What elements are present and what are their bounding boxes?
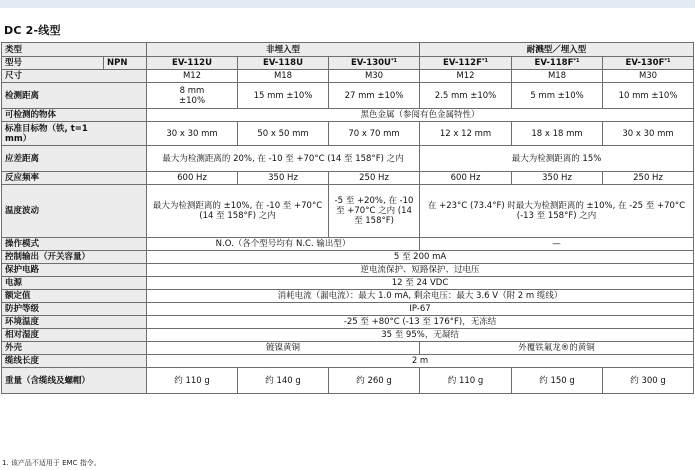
npn-label: NPN — [104, 57, 147, 70]
distance-value: 2.5 mm ±10% — [420, 83, 512, 109]
weight-value: 约 140 g — [238, 368, 329, 394]
temp-drift-label: 温度波动 — [2, 185, 147, 238]
row-distance — [2, 83, 694, 109]
distance-value: 27 mm ±10% — [329, 83, 420, 109]
row-type — [2, 43, 694, 57]
frequency-value: 600 Hz — [147, 172, 238, 185]
row-mode — [2, 238, 694, 251]
row-temp-drift — [2, 185, 694, 238]
row-housing — [2, 342, 694, 355]
mode-nonflush-value: — — [420, 238, 694, 251]
top-banner-bar — [0, 0, 695, 8]
control-output-value: 5 至 200 mA — [147, 251, 694, 264]
row-enclosure — [2, 303, 694, 316]
type-label: 类型 — [2, 43, 147, 57]
weight-value: 约 110 g — [420, 368, 512, 394]
temp-drift-value-b: -5 至 +20%, 在 -10 至 +70°C 之内 (14 至 158°F) — [329, 185, 420, 238]
model-cell: $EV-112F^{*1}$ — [420, 57, 512, 70]
row-humidity — [2, 329, 694, 342]
distance-value: 10 mm ±10% — [603, 83, 694, 109]
size-value: M12 — [147, 70, 238, 83]
row-protection — [2, 264, 694, 277]
row-rated — [2, 290, 694, 303]
hysteresis-label: 应差距离 — [2, 146, 147, 172]
size-value: M30 — [603, 70, 694, 83]
weight-label: 重量（含缆线及螺帽） — [2, 368, 147, 394]
cable-label: 缆线长度 — [2, 355, 147, 368]
mode-label: 操作模式 — [2, 238, 147, 251]
model-cell: EV-112U — [147, 57, 238, 70]
housing-nonflush-value: 外覆铁氟龙®的黄铜 — [420, 342, 694, 355]
row-control-output — [2, 251, 694, 264]
size-value: M30 — [329, 70, 420, 83]
temp-drift-value-c: 在 +23°C (73.4°F) 时最大为检测距离的 ±10%, 在 -25 至 +70°C (-13 至 158°F) 之内 — [420, 185, 694, 238]
model-cell: $EV-118F^{*1}$ — [512, 57, 603, 70]
row-env-temp — [2, 316, 694, 329]
frequency-value: 250 Hz — [329, 172, 420, 185]
model-label: 型号 — [2, 57, 104, 70]
row-model — [2, 57, 694, 70]
temp-drift-value-a: 最大为检测距离的 ±10%, 在 -10 至 +70°C (14 至 158°F) 之内 — [147, 185, 329, 238]
section-heading: DC 2-线型 — [4, 24, 61, 37]
distance-value: 15 mm ±10% — [238, 83, 329, 109]
model-cell: EV-118U — [238, 57, 329, 70]
target-value: 50 x 50 mm — [238, 122, 329, 146]
row-power — [2, 277, 694, 290]
frequency-value: 250 Hz — [603, 172, 694, 185]
rated-value: 消耗电流（漏电流）：最大 1.0 mA, 剩余电压：最大 3.6 V（附 2 m 缆线） — [147, 290, 694, 303]
size-value: M12 — [420, 70, 512, 83]
target-value: 12 x 12 mm — [420, 122, 512, 146]
row-object — [2, 109, 694, 122]
row-cable — [2, 355, 694, 368]
control-output-label: 控制输出（开关容量） — [2, 251, 147, 264]
hysteresis-nonflush-value: 最大为检测距离的 15% — [420, 146, 694, 172]
humidity-value: 35 至 95%，无凝结 — [147, 329, 694, 342]
distance-label: 检测距离 — [2, 83, 147, 109]
env-temp-label: 环境温度 — [2, 316, 147, 329]
weight-value: 约 150 g — [512, 368, 603, 394]
target-label: 标准目标物（铁, t=1 mm） — [2, 122, 147, 146]
frequency-value: 350 Hz — [238, 172, 329, 185]
size-label: 尺寸 — [2, 70, 147, 83]
frequency-value: 600 Hz — [420, 172, 512, 185]
size-value: M18 — [512, 70, 603, 83]
humidity-label: 相对湿度 — [2, 329, 147, 342]
target-value: 30 x 30 mm — [147, 122, 238, 146]
target-value: 30 x 30 mm — [603, 122, 694, 146]
housing-flush-value: 镀镍黄铜 — [147, 342, 420, 355]
power-label: 电源 — [2, 277, 147, 290]
enclosure-value: IP-67 — [147, 303, 694, 316]
frequency-value: 350 Hz — [512, 172, 603, 185]
env-temp-value: -25 至 +80°C (-13 至 176°F)，无冻结 — [147, 316, 694, 329]
power-value: 12 至 24 VDC — [147, 277, 694, 290]
distance-value: 5 mm ±10% — [512, 83, 603, 109]
mode-flush-value: N.O.（各个型号均有 N.C. 输出型） — [147, 238, 420, 251]
row-size — [2, 70, 694, 83]
housing-label: 外壳 — [2, 342, 147, 355]
enclosure-label: 防护等级 — [2, 303, 147, 316]
object-value: 黑色金属（参阅有色金属特性） — [147, 109, 694, 122]
weight-value: 约 260 g — [329, 368, 420, 394]
distance-value: 8 mm ±10% — [147, 83, 238, 109]
weight-value: 约 300 g — [603, 368, 694, 394]
flush-group-header: 非埋入型 — [147, 43, 420, 57]
row-hysteresis — [2, 146, 694, 172]
hysteresis-flush-value: 最大为检测距离的 20%, 在 -10 至 +70°C (14 至 158°F) 之内 — [147, 146, 420, 172]
size-value: M18 — [238, 70, 329, 83]
row-weight — [2, 368, 694, 394]
spec-table — [1, 42, 694, 394]
target-value: 70 x 70 mm — [329, 122, 420, 146]
rated-label: 额定值 — [2, 290, 147, 303]
frequency-label: 反应频率 — [2, 172, 147, 185]
row-target — [2, 122, 694, 146]
model-cell: $EV-130F^{*1}$ — [603, 57, 694, 70]
object-label: 可检测的物体 — [2, 109, 147, 122]
row-frequency — [2, 172, 694, 185]
weight-value: 约 110 g — [147, 368, 238, 394]
nonflush-group-header: 耐溅型／埋入型 — [420, 43, 694, 57]
model-cell: $EV-130U^{*1}$ — [329, 57, 420, 70]
cable-value: 2 m — [147, 355, 694, 368]
target-value: 18 x 18 mm — [512, 122, 603, 146]
footnote: 1. 该产品不适用于 EMC 指令。 — [2, 459, 101, 467]
protection-label: 保护电路 — [2, 264, 147, 277]
protection-value: 逆电流保护、短路保护、过电压 — [147, 264, 694, 277]
